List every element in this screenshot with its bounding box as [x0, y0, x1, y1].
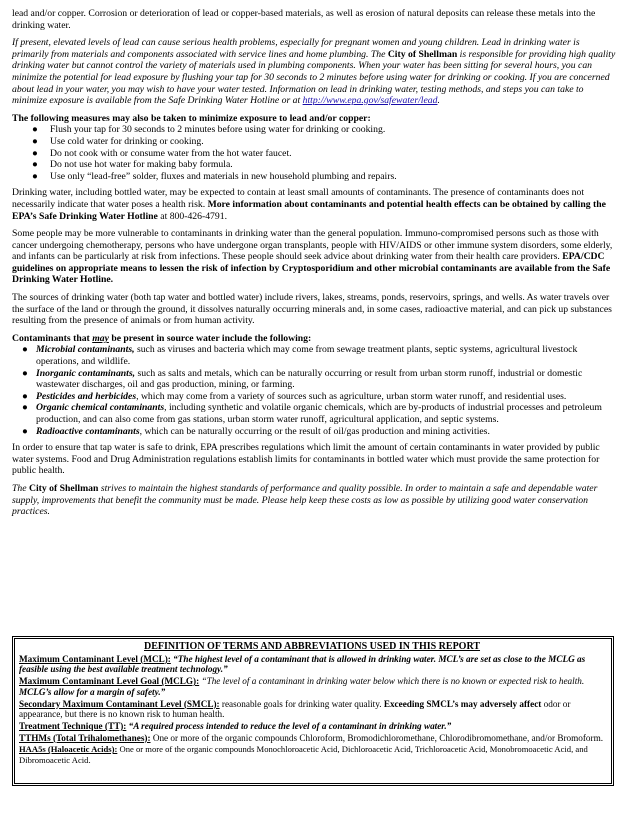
bullet-icon: ● — [32, 147, 38, 159]
sources-paragraph: The sources of drinking water (both tap water and bottled water) include rivers, lakes, streams, ponds, reservoirs, springs, and wells. As water travels over the surface of the land or through the ground, it dissolves naturally occurring minerals and, in some cases, radioactive material, and can pick up substances resulting from the presence of animals or from human activity. — [12, 292, 612, 327]
city-name: City of Shellman — [28, 482, 99, 494]
bullet-icon: ● — [32, 124, 38, 136]
list-item: ● Pesticides and herbicides, which may come from a variety of sources such as agriculture, urban storm water runoff, and residential uses. — [22, 390, 567, 402]
list-item: ● Inorganic contaminants, such as salts and metals, which can be naturally occurring or result from urban storm runoff, industrial or domestic wastewater discharges, oil and gas production, mining, or farming. — [22, 367, 583, 391]
bullet-icon: ● — [22, 344, 28, 356]
closing-paragraph: The City of Shellman strives to maintain the highest standards of performance and quality possible. In order to maintain a safe and dependable water supply, improvements that benefit the community must be made. Please help keep these costs as low as possible by utilizing good water conservation practices. — [12, 482, 598, 518]
bottled-water-paragraph: Drinking water, including bottled water, may be expected to contain at least small amounts of contaminants. The presence of contaminants does not necessarily indicate that water poses a health risk. More information about contaminants and potential health effects can be obtained by calling the EPA’s Safe Drinking Water Hotline at 800-426-4791. — [12, 187, 606, 222]
definition-smcl: Secondary Maximum Contaminant Level (SMCL): reasonable goals for drinking water quality. Exceeding SMCL’s may adversely affect odor or appearance, but there is no known risk to human health. — [19, 698, 571, 720]
epa-regulations-paragraph: In order to ensure that tap water is safe to drink, EPA prescribes regulations which limit the amount of certain contaminants in water provided by public water systems. Food and Drug Administration regulations establish limits for contaminants in bottled water which must provide the same protection for public health. — [12, 442, 600, 477]
lead-paragraph: If present, elevated levels of lead can cause serious health problems, especially for pregnant women and young children. Lead in drinking water is primarily from materials and components associated with service lines and home plumbing. The City of Shellman is responsible for providing high quality drinking water but cannot control the variety of materials used in plumbing components. When your water has been sitting for several hours, you can minimize the potential for lead exposure by flushing your tap for 30 seconds to 2 minutes before using water for drinking or cooking. If you are concerned about lead in your water, you may wish to have your water tested. Information on lead in drinking water, testing methods, and steps you can take to minimize exposure is available from the Safe Drinking Water Hotline or at http://www.epa.gov/safewater/lead. — [12, 37, 616, 107]
definition-haa5: HAA5s (Haloacetic Acids): One or more of the organic compounds Monochloroacetic Acid, Dichloroacetic Acid, Trichloroacetic Acid, Monobromoacetic Acid, and Dibromoacetic Acid. — [19, 744, 588, 766]
list-item: ● Organic chemical contaminants, including synthetic and volatile organic chemicals, which are by-products of industrial processes and petroleum production, and can also come from gas stations, urban storm water runoff, agricultural application, and septic systems. — [22, 402, 602, 425]
definition-tt: Treatment Technique (TT): “A required process intended to reduce the level of a contaminant in drinking water.” — [19, 720, 452, 731]
bullet-icon: ● — [32, 135, 38, 147]
definitions-title: DEFINITION OF TERMS AND ABBREVIATIONS USED IN THIS REPORT — [143, 641, 481, 652]
bullet-icon: ● — [22, 367, 28, 379]
list-item: ● Do not cook with or consume water from the hot water faucet. — [32, 147, 292, 159]
list-item: ● Use cold water for drinking or cooking. — [32, 135, 204, 147]
report-page — [12, 8, 618, 524]
bullet-icon: ● — [22, 402, 28, 414]
bullet-icon: ● — [32, 170, 38, 182]
contaminants-list — [12, 344, 618, 437]
list-item: ● Flush your tap for 30 seconds to 2 minutes before using water for drinking or cooking. — [32, 124, 386, 136]
city-name: City of Shellman — [387, 48, 458, 60]
bullet-icon: ● — [32, 159, 38, 171]
bullet-icon: ● — [22, 425, 28, 437]
list-item: ● Use only “lead-free” solder, fluxes and materials in new household plumbing and repairs. — [32, 170, 397, 182]
measures-heading: The following measures may also be taken to minimize exposure to lead and/or copper: — [12, 112, 371, 124]
vulnerable-paragraph: Some people may be more vulnerable to contaminants in drinking water than the general population. Immuno-compromised persons such as those with cancer undergoing chemotherapy, persons who have undergone organ transplants, people with HIV/AIDS or other immune system disorders, some elderly, and infants can be particularly at risk from infections. These people should seek advice about drinking water from their health care providers. EPA/CDC guidelines on appropriate means to lessen the risk of infection by Cryptosporidium and other microbial contaminants are available from the Safe Drinking Water Hotline. — [12, 228, 613, 286]
definition-mcl: Maximum Contaminant Level (MCL): “The highest level of a contaminant that is allowed in drinking water. MCL’s are set as close to the MCLG as feasible using the best available treatment technology.” — [19, 653, 586, 675]
bullet-icon: ● — [22, 390, 28, 402]
intro-continuation: lead and/or copper. Corrosion or deterioration of lead or copper-based materials, as well as erosion of natural deposits can release these metals into the drinking water. — [12, 8, 596, 31]
measures-list — [12, 124, 618, 182]
definition-mclg: Maximum Contaminant Level Goal (MCLG): “The level of a contaminant in drinking water below which there is no known or expected risk to health. MCLG’s allow for a margin of safety.” — [19, 676, 585, 697]
list-item: ● Microbial contaminants, such as viruses and bacteria which may come from sewage treatment plants, septic systems, agricultural livestock operations, and wildlife. — [22, 344, 578, 368]
epa-lead-link[interactable]: http://www.epa.gov/safewater/lead — [302, 95, 438, 107]
list-item: ● Radioactive contaminants, which can be naturally occurring or the result of oil/gas production and mining activities. — [22, 425, 490, 437]
list-item: ● Do not use hot water for making baby formula. — [32, 159, 233, 171]
definitions-box — [12, 636, 614, 786]
contaminants-heading: Contaminants that may be present in source water include the following: — [12, 332, 312, 344]
definition-tthm: TTHMs (Total Trihalomethanes): One or more of the organic compounds Chloroform, Bromodichloromethane, Chlorodibromomethane, and/or Bromoform. — [19, 732, 604, 743]
